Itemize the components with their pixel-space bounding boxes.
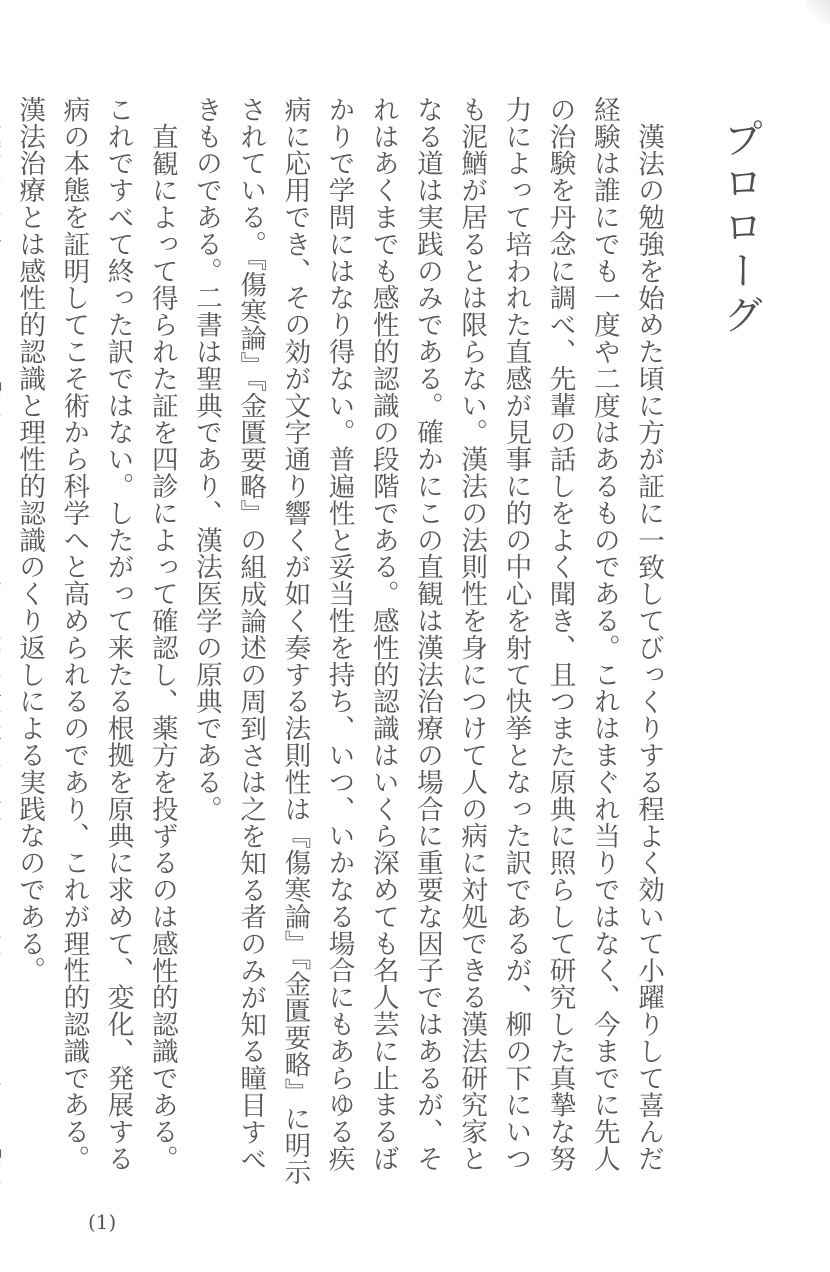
page-number: (1)	[88, 1210, 117, 1234]
paragraph-2: 直観によって得られた証を四診によって確認し、薬方を投ずるのは感性的認識である。これですべて終った訳ではない。したがって来たる根拠を原典に求めて、変化、発展する病の本態を証明してこそ術から科学へと高められるのであり、これが理性的認識である。漢法治療とは感性的認識と理性的認識のくり返しによる実践なのである。	[14, 96, 178, 1172]
body-text	[0, 96, 670, 1196]
chapter-title: プロローグ	[717, 118, 763, 338]
paragraph-1: 漢法の勉強を始めた頃に方が証に一致してびっくりする程よく効いて小躍りして喜んだ経験は誰にでも一度や二度はあるものである。これはまぐれ当りではなく、今までに先人の治験を丹念に調べ、先輩の話しをよく聞き、且つまた原典に照らして研究した真摯な努力によって培われた直感が見事に的の中心を射て快挙となった訳であるが、柳の下にいつも泥鰌が居るとは限らない。漢法の法則性を身につけて人の病に対処できる漢法研究家となる道は実践のみである。確かにこの直観は漢法治療の場合に重要な因子ではあるが、それはあくまでも感性的認識の段階である。感性的認識はいくら深めても名人芸に止まるばかりで学問にはなり得ない。普遍性と妥当性を持ち、いつ、いかなる場合にもあらゆる疾病に応用でき、その効が文字通り響くが如く奏する法則性は『傷寒論』『金匱要略』に明示されている。『傷寒論』『金匱要略』の組成論述の周到さは之を知る者のみが知る瞳目すべきものである。二書は聖典であり、漢法医学の原典である。	[190, 96, 664, 1186]
page-corner-shadow	[806, 0, 830, 24]
paragraph-3	[0, 96, 7, 1196]
